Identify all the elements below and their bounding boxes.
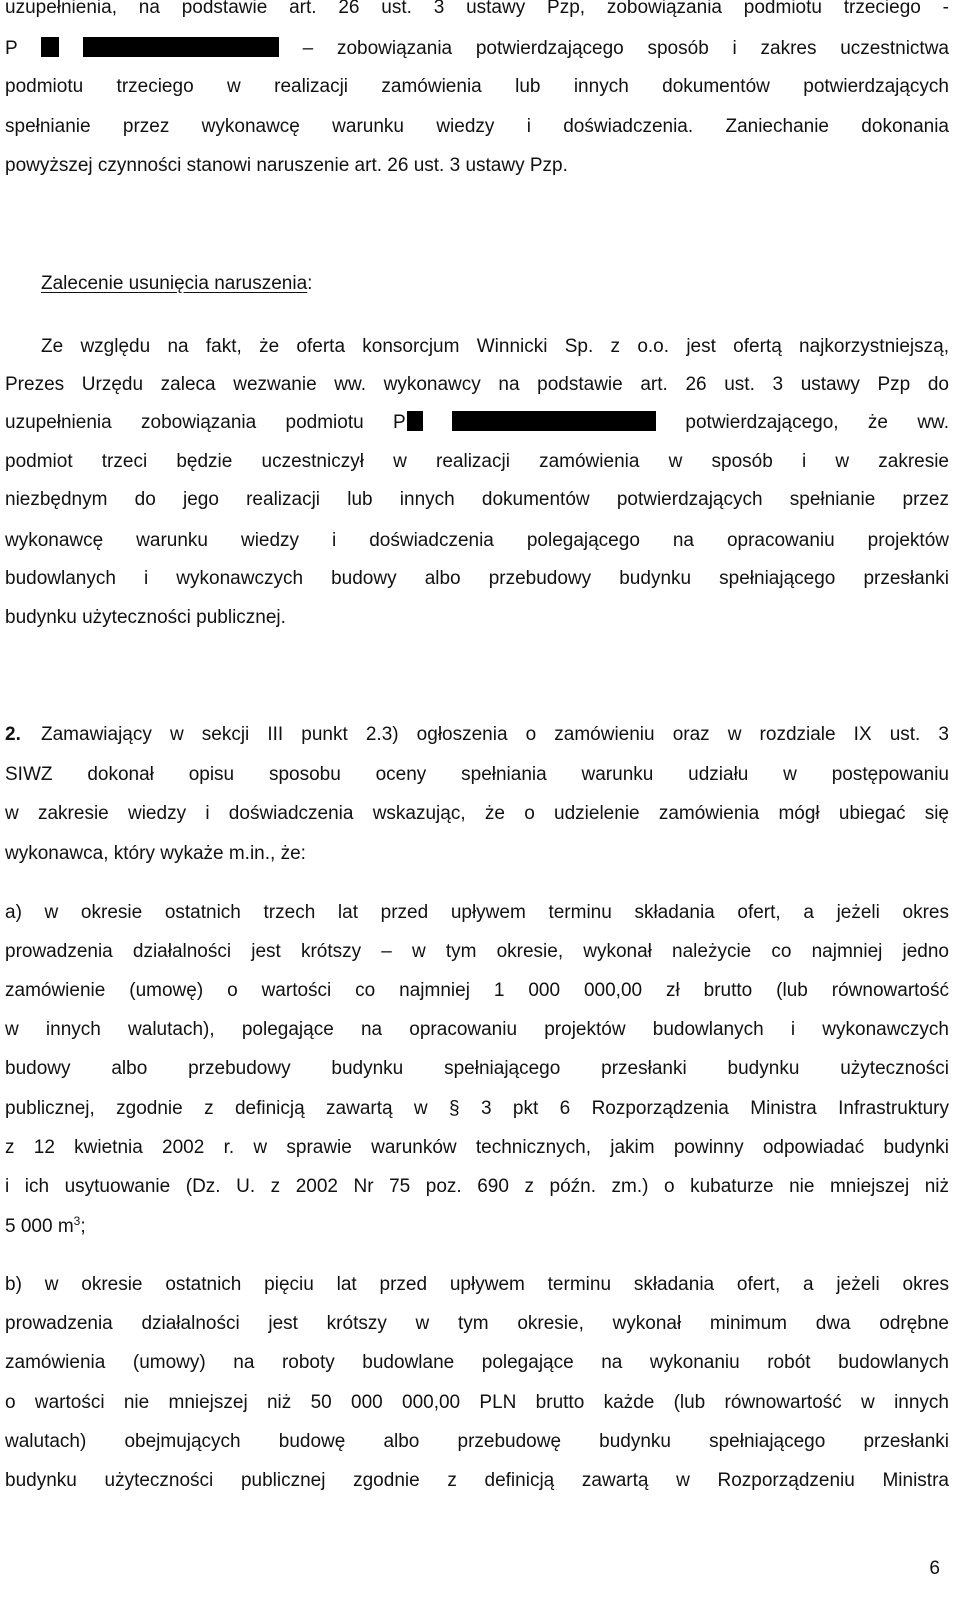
- redaction-block: [407, 411, 423, 431]
- paragraph-line: walutach) obejmujących budowę albo przebudowę budynku spełniającego przesłanki: [5, 1431, 949, 1452]
- paragraph-line: z 12 kwietnia 2002 r. w sprawie warunków technicznych, jakim powinny odpowiadać budynki: [5, 1137, 949, 1158]
- paragraph-line: [5, 30, 949, 68]
- recommendation-heading: [41, 265, 949, 303]
- paragraph-line: SIWZ dokonał opisu sposobu oceny spełniania warunku udziału w postępowaniu: [5, 764, 949, 785]
- paragraph-line: spełnianie przez wykonawcę warunku wiedzy i doświadczenia. Zaniechanie dokonania: [5, 116, 949, 137]
- paragraph-line: zamówienia (umowy) na roboty budowlane polegające na wykonaniu robót budowlanych: [5, 1352, 949, 1373]
- paragraph-line: Ze względu na fakt, że oferta konsorcjum Winnicki Sp. z o.o. jest ofertą najkorzystniejszą,: [41, 336, 949, 357]
- paragraph-line: budowlanych i wykonawczych budowy albo przebudowy budynku spełniającego przesłanki: [5, 568, 949, 589]
- paragraph-line: podmiot trzeci będzie uczestniczył w realizacji zamówienia w sposób i w zakresie: [5, 451, 949, 472]
- paragraph-line: uzupełnienia, na podstawie art. 26 ust. 3 ustawy Pzp, zobowiązania podmiotu trzeciego -: [5, 0, 949, 18]
- paragraph-line: niezbędnym do jego realizacji lub innych dokumentów potwierdzających spełnianie przez: [5, 489, 949, 510]
- paragraph-line: w innych walutach), polegające na opracowaniu projektów budowlanych i wykonawczych: [5, 1019, 949, 1040]
- paragraph-line: prowadzenia działalności jest krótszy – w tym okresie, wykonał należycie co najmniej jedno: [5, 941, 949, 962]
- text-fragment: 5 000 m: [5, 1216, 74, 1237]
- heading-text: Zalecenie usunięcia naruszenia: [41, 273, 308, 294]
- paragraph-line: [5, 404, 949, 442]
- paragraph-line: [5, 716, 949, 754]
- paragraph-line: wykonawca, który wykaże m.in., że:: [5, 843, 306, 864]
- paragraph-line: w zakresie wiedzy i doświadczenia wskazując, że o udzielenie zamówienia mógł ubiegać się: [5, 803, 949, 824]
- section-number: 2.: [5, 724, 21, 745]
- paragraph-line: Prezes Urzędu zaleca wezwanie ww. wykonawcy na podstawie art. 26 ust. 3 ustawy Pzp do: [5, 374, 949, 395]
- paragraph-line: i ich usytuowanie (Dz. U. z 2002 Nr 75 poz. 690 z późn. zm.) o kubaturze nie mniejszej niż: [5, 1176, 949, 1197]
- text-fragment: P: [5, 38, 18, 59]
- paragraph-line: zamówienie (umowę) o wartości co najmniej 1 000 000,00 zł brutto (lub równowartość: [5, 980, 949, 1001]
- heading-colon: :: [307, 273, 313, 294]
- text-fragment: – zobowiązania potwierdzającego sposób i zakres uczestnictwa: [302, 38, 949, 59]
- paragraph-line: b) w okresie ostatnich pięciu lat przed upływem terminu składania ofert, a jeżeli okres: [5, 1274, 949, 1295]
- paragraph-line: budowy albo przebudowy budynku spełniającego przesłanki budynku użyteczności: [5, 1058, 949, 1079]
- text-fragment: potwierdzającego, że ww.: [685, 412, 949, 433]
- paragraph-line: powyższej czynności stanowi naruszenie art. 26 ust. 3 ustawy Pzp.: [5, 155, 568, 176]
- superscript: 3: [73, 1214, 81, 1228]
- text-fragment: ;: [80, 1216, 86, 1237]
- page-number: 6: [929, 1558, 940, 1579]
- text-fragment: Zamawiający w sekcji III punkt 2.3) ogłoszenia o zamówieniu oraz w rozdziale IX ust. 3: [41, 724, 949, 745]
- paragraph-line: publicznej, zgodnie z definicją zawartą w § 3 pkt 6 Rozporządzenia Ministra Infrastruktury: [5, 1098, 949, 1119]
- paragraph-line: prowadzenia działalności jest krótszy w tym okresie, wykonał minimum dwa odrębne: [5, 1313, 949, 1334]
- redaction-block: [452, 411, 656, 431]
- redaction-block: [83, 37, 279, 57]
- redaction-block: [41, 37, 59, 57]
- paragraph-line: [5, 1208, 949, 1246]
- paragraph-line: budynku użyteczności publicznej.: [5, 607, 286, 628]
- paragraph-line: podmiotu trzeciego w realizacji zamówienia lub innych dokumentów potwierdzających: [5, 76, 949, 97]
- paragraph-line: wykonawcę warunku wiedzy i doświadczenia polegającego na opracowaniu projektów: [5, 530, 949, 551]
- text-fragment: uzupełnienia zobowiązania podmiotu P: [5, 412, 406, 433]
- paragraph-line: budynku użyteczności publicznej zgodnie z definicją zawartą w Rozporządzeniu Ministra: [5, 1470, 949, 1491]
- paragraph-line: o wartości nie mniejszej niż 50 000 000,00 PLN brutto każde (lub równowartość w innych: [5, 1392, 949, 1413]
- paragraph-line: a) w okresie ostatnich trzech lat przed upływem terminu składania ofert, a jeżeli okres: [5, 902, 949, 923]
